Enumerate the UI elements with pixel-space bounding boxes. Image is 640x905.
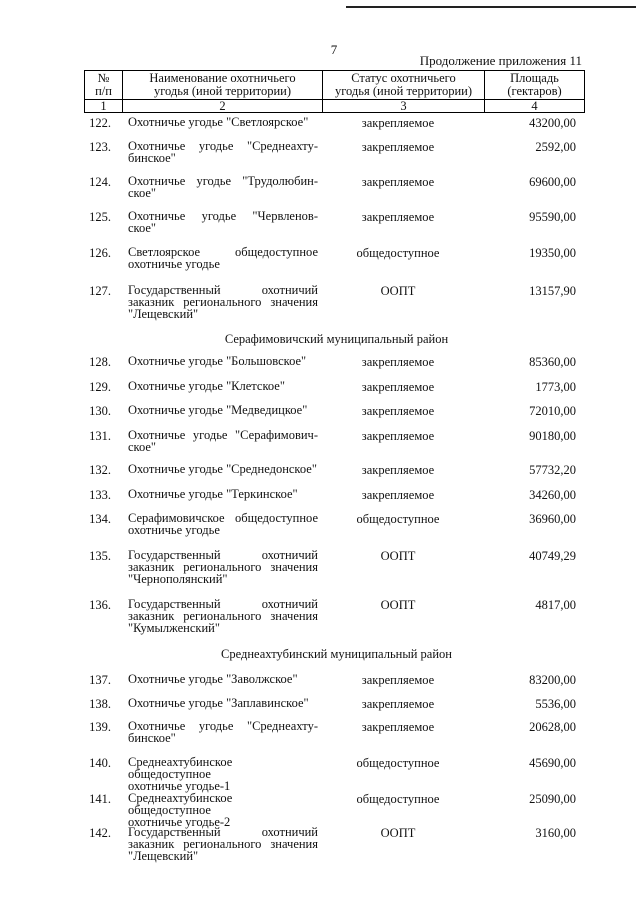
ground-status: закрепляемое [361, 140, 435, 154]
ground-status: закрепляемое [361, 673, 435, 687]
name-line: ское" [128, 186, 157, 200]
ground-status: ООПТ [380, 598, 416, 612]
name-line: Охотничье угодье "Клетское" [128, 379, 285, 393]
ground-area: 85360,00 [529, 355, 576, 369]
hunting-ground-name [128, 512, 318, 536]
row-number: 141. [89, 792, 111, 806]
row-number: 133. [89, 488, 111, 502]
name-line: заказник регионального значения [128, 837, 318, 851]
name-line: Охотничье угодье "Медведицкое" [128, 403, 308, 417]
row-number: 142. [89, 826, 111, 840]
ground-area: 19350,00 [529, 246, 576, 260]
hunting-ground-name [128, 673, 318, 685]
row-number: 125. [89, 210, 111, 224]
hunting-ground-name [128, 598, 318, 634]
name-line: охотничье угодье-1 [128, 779, 231, 793]
row-number: 128. [89, 355, 111, 369]
row-number: 137. [89, 673, 111, 687]
ground-area: 4817,00 [535, 598, 576, 612]
row-number: 130. [89, 404, 111, 418]
hunting-ground-name [128, 756, 318, 792]
ground-status: закрепляемое [361, 429, 435, 443]
ground-status: закрепляемое [361, 210, 435, 224]
ground-area: 34260,00 [529, 488, 576, 502]
ground-area: 95590,00 [529, 210, 576, 224]
header-status: Статус охотничьего угодья (иной территории) [323, 71, 485, 100]
name-line: Охотничье угодье "Серафимович- [128, 428, 318, 442]
name-line: Охотничье угодье "Заволжское" [128, 672, 298, 686]
name-line: "Лещевский" [128, 307, 199, 321]
hunting-ground-name [128, 380, 318, 392]
row-number: 140. [89, 756, 111, 770]
ground-status: ООПТ [380, 549, 416, 563]
ground-area: 36960,00 [529, 512, 576, 526]
name-line: Охотничье угодье "Теркинское" [128, 487, 298, 501]
hunting-ground-name [128, 140, 318, 164]
name-line: Серафимовичское общедоступное [128, 511, 318, 525]
name-line: Охотничье угодье "Большовское" [128, 354, 307, 368]
name-line: охотничье угодье-2 [128, 815, 231, 829]
page-number: 7 [330, 42, 338, 57]
ground-status: общедоступное [356, 792, 440, 806]
row-number: 123. [89, 140, 111, 154]
name-line: Охотничье угодье "Червленов- [128, 209, 318, 223]
district-heading: Серафимовичский муниципальный район [224, 332, 449, 346]
name-line: "Кумылженский" [128, 621, 220, 635]
row-number: 134. [89, 512, 111, 526]
ground-area: 69600,00 [529, 175, 576, 189]
name-line: заказник регионального значения [128, 609, 318, 623]
hunting-ground-name [128, 284, 318, 320]
name-line: Государственный охотничий [128, 548, 318, 562]
ground-area: 20628,00 [529, 720, 576, 734]
ground-area: 13157,90 [529, 284, 576, 298]
ground-status: общедоступное [356, 246, 440, 260]
name-line: Охотничье угодье "Заплавинское" [128, 696, 309, 710]
ground-status: общедоступное [356, 756, 440, 770]
header-number: № п/п [85, 71, 123, 100]
ground-area: 1773,00 [535, 380, 576, 394]
hunting-ground-name [128, 355, 318, 367]
row-number: 136. [89, 598, 111, 612]
row-number: 129. [89, 380, 111, 394]
row-number: 124. [89, 175, 111, 189]
continuation-label: Продолжение приложения 11 [419, 53, 582, 68]
name-line: Светлоярское общедоступное [128, 245, 318, 259]
ground-status: закрепляемое [361, 116, 435, 130]
ground-area: 83200,00 [529, 673, 576, 687]
ground-area: 40749,29 [529, 549, 576, 563]
header-index-1: 1 [85, 100, 123, 113]
name-line: Охотничье угодье "Среднедонское" [128, 462, 317, 476]
name-line: "Чернополянский" [128, 572, 228, 586]
hunting-ground-name [128, 549, 318, 585]
hunting-ground-name [128, 116, 318, 128]
header-index-3: 3 [323, 100, 485, 113]
ground-status: закрепляемое [361, 404, 435, 418]
name-line: Охотничье угодье "Трудолюбин- [128, 174, 318, 188]
row-number: 138. [89, 697, 111, 711]
ground-area: 5536,00 [535, 697, 576, 711]
hunting-ground-name [128, 210, 318, 234]
ground-status: закрепляемое [361, 463, 435, 477]
name-line: бинское" [128, 151, 176, 165]
header-index-2: 2 [123, 100, 323, 113]
name-line: Государственный охотничий [128, 597, 318, 611]
row-number: 135. [89, 549, 111, 563]
ground-area: 90180,00 [529, 429, 576, 443]
name-line: заказник регионального значения [128, 295, 318, 309]
ground-area: 45690,00 [529, 756, 576, 770]
header-area: Площадь (гектаров) [485, 71, 585, 100]
ground-area: 72010,00 [529, 404, 576, 418]
name-line: заказник регионального значения [128, 560, 318, 574]
ground-status: ООПТ [380, 284, 416, 298]
ground-status: закрепляемое [361, 697, 435, 711]
name-line: Охотничье угодье "Среднеахту- [128, 719, 318, 733]
ground-status: закрепляемое [361, 380, 435, 394]
hunting-ground-name [128, 792, 318, 828]
district-heading: Среднеахтубинский муниципальный район [221, 647, 452, 661]
row-number: 139. [89, 720, 111, 734]
hunting-ground-name [128, 246, 318, 270]
name-line: Государственный охотничий [128, 825, 318, 839]
hunting-ground-name [128, 429, 318, 453]
name-line: охотничье угодье [128, 257, 220, 271]
hunting-ground-name [128, 463, 318, 475]
name-line: "Лещевский" [128, 849, 199, 863]
hunting-ground-name [128, 826, 318, 862]
ground-area: 57732,20 [529, 463, 576, 477]
name-line: Среднеахтубинское общедоступное [128, 755, 233, 781]
name-line: Среднеахтубинское общедоступное [128, 791, 233, 817]
ground-area: 2592,00 [535, 140, 576, 154]
row-number: 122. [89, 116, 111, 130]
hunting-ground-name [128, 697, 318, 709]
name-line: Охотничье угодье "Светлоярское" [128, 115, 309, 129]
ground-status: ООПТ [380, 826, 416, 840]
hunting-ground-name [128, 175, 318, 199]
name-line: бинское" [128, 731, 176, 745]
hunting-ground-name [128, 488, 318, 500]
name-line: Охотничье угодье "Среднеахту- [128, 139, 318, 153]
ground-area: 3160,00 [535, 826, 576, 840]
ground-status: закрепляемое [361, 488, 435, 502]
name-line: охотничье угодье [128, 523, 220, 537]
ground-status: закрепляемое [361, 175, 435, 189]
ground-status: закрепляемое [361, 355, 435, 369]
row-number: 132. [89, 463, 111, 477]
name-line: Государственный охотничий [128, 283, 318, 297]
ground-area: 25090,00 [529, 792, 576, 806]
name-line: ское" [128, 221, 157, 235]
row-number: 127. [89, 284, 111, 298]
row-number: 131. [89, 429, 111, 443]
ground-status: общедоступное [356, 512, 440, 526]
hunting-ground-name [128, 720, 318, 744]
hunting-ground-name [128, 404, 318, 416]
row-number: 126. [89, 246, 111, 260]
header-name: Наименование охотничьего угодья (иной территории) [123, 71, 323, 100]
name-line: ское" [128, 440, 157, 454]
header-index-4: 4 [485, 100, 585, 113]
ground-status: закрепляемое [361, 720, 435, 734]
ground-area: 43200,00 [529, 116, 576, 130]
